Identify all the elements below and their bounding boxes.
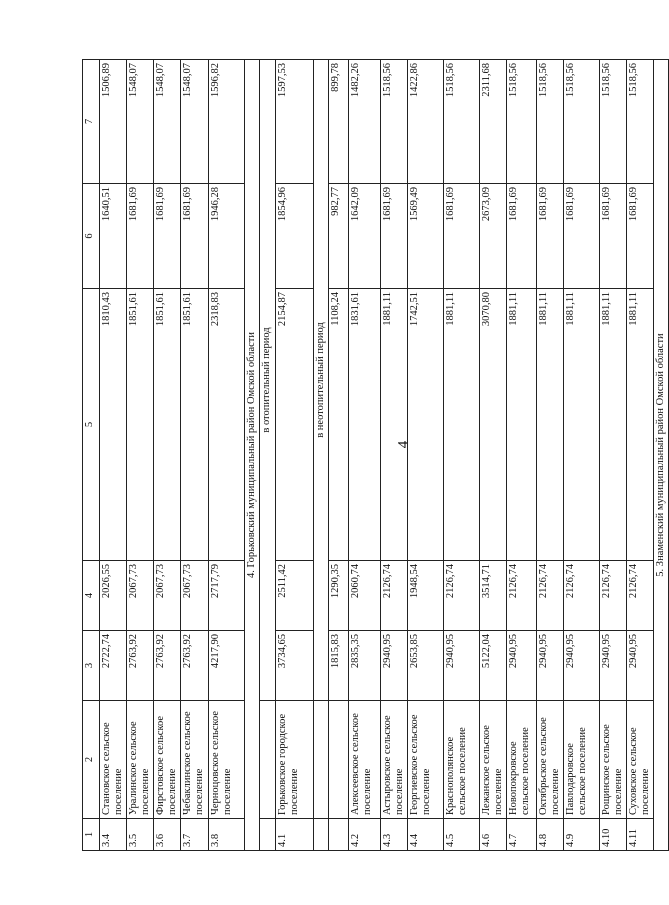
tariff-value: 3070,80	[479, 289, 506, 561]
tariff-value: 2940,95	[536, 631, 563, 701]
tariff-value: 1596,82	[209, 60, 245, 184]
tariff-value: 1518,56	[380, 60, 407, 184]
tariff-value: 1881,11	[506, 289, 536, 561]
row-number: 4.11	[627, 819, 654, 851]
tariff-value: 1831,61	[348, 289, 380, 561]
tariff-value: 2673,09	[479, 184, 506, 289]
table-row	[536, 60, 563, 851]
tariff-value: 1681,69	[380, 184, 407, 289]
tariff-value: 1851,61	[127, 289, 154, 561]
tariff-value: 1108,24	[328, 289, 348, 561]
tariff-value: 1681,69	[443, 184, 479, 289]
table-row	[275, 60, 313, 851]
tariff-value: 1881,11	[380, 289, 407, 561]
row-number: 4.2	[348, 819, 380, 851]
row-number: 4.3	[380, 819, 407, 851]
table-row	[627, 60, 654, 851]
row-number: 4.9	[563, 819, 599, 851]
row-number: 3.7	[181, 819, 209, 851]
empty-cell	[328, 701, 348, 819]
row-number: 4.8	[536, 819, 563, 851]
tariff-value: 1881,11	[627, 289, 654, 561]
row-number: 4.7	[506, 819, 536, 851]
settlement-name: Октябрьское сельское поселение	[536, 701, 563, 819]
settlement-name: Черноцовское сельское поселение	[209, 701, 245, 819]
table-row	[443, 60, 479, 851]
tariff-value: 1881,11	[599, 289, 626, 561]
tariff-value: 2722,74	[100, 631, 127, 701]
tariff-value: 2126,74	[599, 561, 626, 631]
table-row	[407, 60, 443, 851]
tariff-value: 2940,95	[506, 631, 536, 701]
table-row	[127, 60, 154, 851]
tariff-value: 2154,87	[275, 289, 313, 561]
tariff-value: 1482,26	[348, 60, 380, 184]
settlement-name: Горьковское городское поселение	[275, 701, 313, 819]
column-number: 7	[83, 60, 100, 184]
tariff-value: 2126,74	[627, 561, 654, 631]
tariff-value: 1851,61	[154, 289, 181, 561]
section-header-region-5	[654, 60, 669, 851]
tariff-value: 1854,96	[275, 184, 313, 289]
tariff-value: 2940,95	[599, 631, 626, 701]
period-header-nonheating-text: в неотопительный период	[313, 60, 328, 701]
tariff-value: 1946,28	[209, 184, 245, 289]
header-row	[83, 60, 100, 851]
tariff-value: 1681,69	[627, 184, 654, 289]
tariff-value: 1518,56	[536, 60, 563, 184]
section-header-region-4	[245, 60, 260, 851]
tariff-value: 1681,69	[127, 184, 154, 289]
table-row	[563, 60, 599, 851]
tariff-value: 1681,69	[599, 184, 626, 289]
tariff-value: 1518,56	[443, 60, 479, 184]
tariff-value: 2067,73	[181, 561, 209, 631]
table-row	[328, 60, 348, 851]
tariff-value: 1548,07	[181, 60, 209, 184]
tariff-value: 899,78	[328, 60, 348, 184]
tariff-value: 2067,73	[127, 561, 154, 631]
tariff-value: 2126,74	[443, 561, 479, 631]
tariff-value: 2126,74	[380, 561, 407, 631]
row-number: 4.10	[599, 819, 626, 851]
empty-cell	[260, 701, 275, 819]
tariff-value: 1518,56	[563, 60, 599, 184]
column-number: 2	[83, 701, 100, 819]
tariff-value: 1681,69	[536, 184, 563, 289]
tariff-value: 1518,56	[627, 60, 654, 184]
tariff-table	[82, 59, 669, 851]
row-number: 4.5	[443, 819, 479, 851]
column-number: 5	[83, 289, 100, 561]
tariff-value: 2126,74	[506, 561, 536, 631]
tariff-value: 1548,07	[127, 60, 154, 184]
tariff-value: 1742,51	[407, 289, 443, 561]
table-row	[209, 60, 245, 851]
tariff-value: 2940,95	[627, 631, 654, 701]
tariff-value: 1681,69	[506, 184, 536, 289]
tariff-value: 2511,42	[275, 561, 313, 631]
empty-cell	[313, 819, 328, 851]
empty-cell	[313, 701, 328, 819]
tariff-value: 1290,35	[328, 561, 348, 631]
table-row	[479, 60, 506, 851]
tariff-value: 2060,74	[348, 561, 380, 631]
tariff-value: 1548,07	[154, 60, 181, 184]
rotated-table-area	[82, 60, 667, 851]
tariff-value: 2318,83	[209, 289, 245, 561]
tariff-value: 1948,54	[407, 561, 443, 631]
tariff-value: 2940,95	[443, 631, 479, 701]
settlement-name: Суховское сельское поселение	[627, 701, 654, 819]
tariff-value: 1518,56	[506, 60, 536, 184]
tariff-value: 5122,04	[479, 631, 506, 701]
settlement-name: Фирстовское сельское поселение	[154, 701, 181, 819]
tariff-value: 2067,73	[154, 561, 181, 631]
tariff-value: 2763,92	[154, 631, 181, 701]
tariff-value: 2940,95	[380, 631, 407, 701]
table-rotator	[82, 60, 667, 851]
empty-cell	[328, 819, 348, 851]
table-row	[380, 60, 407, 851]
settlement-name: Новопокровское сельское поселение	[506, 701, 536, 819]
row-number: 4.4	[407, 819, 443, 851]
table-row	[506, 60, 536, 851]
tariff-value: 1681,69	[181, 184, 209, 289]
tariff-value: 1597,53	[275, 60, 313, 184]
tariff-value: 2763,92	[181, 631, 209, 701]
tariff-value: 1815,83	[328, 631, 348, 701]
section-header-region-4-text: 4. Горьковский муниципальный район Омской области	[245, 60, 260, 851]
tariff-value: 2717,79	[209, 561, 245, 631]
table-row	[599, 60, 626, 851]
tariff-value: 1881,11	[563, 289, 599, 561]
tariff-value: 2940,95	[563, 631, 599, 701]
tariff-value: 3514,71	[479, 561, 506, 631]
tariff-value: 3734,65	[275, 631, 313, 701]
row-number: 3.8	[209, 819, 245, 851]
period-header-nonheating	[313, 60, 328, 851]
tariff-value: 2126,74	[536, 561, 563, 631]
row-number: 4.6	[479, 819, 506, 851]
tariff-value: 1640,51	[100, 184, 127, 289]
tariff-value: 1569,49	[407, 184, 443, 289]
tariff-value: 2763,92	[127, 631, 154, 701]
table-row	[181, 60, 209, 851]
settlement-name: Уралинское сельское поселение	[127, 701, 154, 819]
tariff-value: 1851,61	[181, 289, 209, 561]
tariff-value: 1681,69	[154, 184, 181, 289]
row-number: 3.6	[154, 819, 181, 851]
settlement-name: Чебаклинское сельское поселение	[181, 701, 209, 819]
tariff-value: 1506,89	[100, 60, 127, 184]
tariff-value: 2126,74	[563, 561, 599, 631]
tariff-value: 1881,11	[536, 289, 563, 561]
tariff-value: 1881,11	[443, 289, 479, 561]
settlement-name: Георгиевское сельское поселение	[407, 701, 443, 819]
row-number: 3.5	[127, 819, 154, 851]
tariff-value: 982,77	[328, 184, 348, 289]
tariff-value: 2026,55	[100, 561, 127, 631]
settlement-name: Становское сельское поселение	[100, 701, 127, 819]
section-header-region-5-text: 5. Знаменский муниципальный район Омской области	[654, 60, 669, 851]
settlement-name: Краснополянское сельское поселение	[443, 701, 479, 819]
tariff-value: 1422,86	[407, 60, 443, 184]
tariff-value: 2311,68	[479, 60, 506, 184]
table-body	[83, 60, 669, 851]
settlement-name: Павлодаровское сельское поселение	[563, 701, 599, 819]
period-header-heating	[260, 60, 275, 851]
column-number: 4	[83, 561, 100, 631]
column-number: 3	[83, 631, 100, 701]
tariff-value: 1642,09	[348, 184, 380, 289]
period-header-heating-text: в отопительный период	[260, 60, 275, 701]
row-number: 4.1	[275, 819, 313, 851]
table-row	[154, 60, 181, 851]
settlement-name: Алексеевское сельское поселение	[348, 701, 380, 819]
table-row	[100, 60, 127, 851]
tariff-value: 1518,56	[599, 60, 626, 184]
page-number: 4	[395, 440, 412, 449]
column-number: 6	[83, 184, 100, 289]
settlement-name: Рощинское сельское поселение	[599, 701, 626, 819]
tariff-value: 4217,90	[209, 631, 245, 701]
tariff-value: 2653,85	[407, 631, 443, 701]
row-number: 3.4	[100, 819, 127, 851]
settlement-name: Лежанское сельское поселение	[479, 701, 506, 819]
settlement-name: Астыровское сельское поселение	[380, 701, 407, 819]
table-row	[348, 60, 380, 851]
tariff-value: 2835,35	[348, 631, 380, 701]
empty-cell	[260, 819, 275, 851]
tariff-value: 1810,43	[100, 289, 127, 561]
column-number: 1	[83, 819, 100, 851]
tariff-value: 1681,69	[563, 184, 599, 289]
